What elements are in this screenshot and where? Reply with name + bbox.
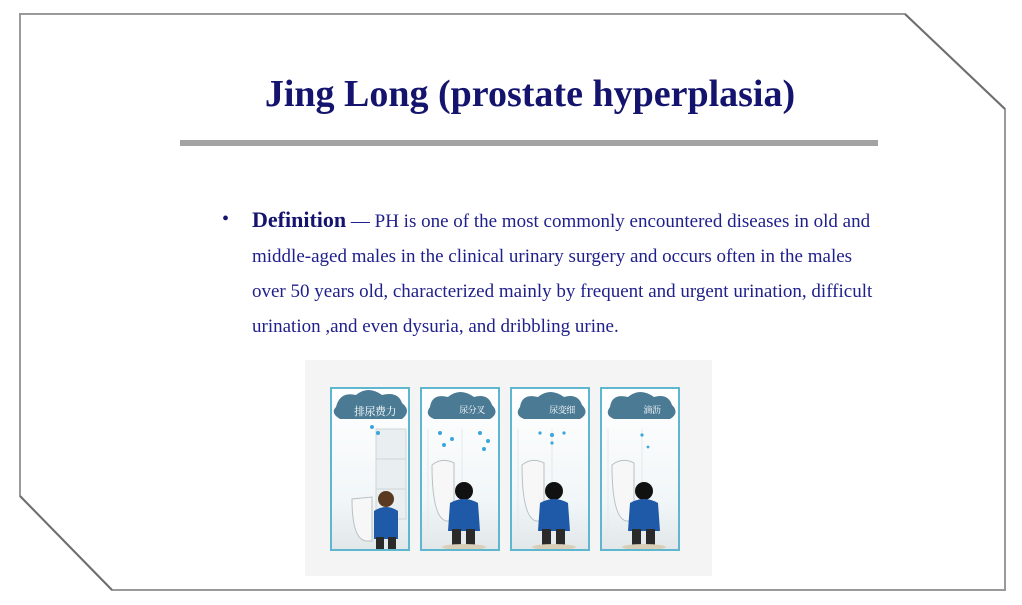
illustration-panel-4 xyxy=(600,387,680,551)
urination-illustration xyxy=(305,360,712,576)
bullet-marker: • xyxy=(222,208,230,230)
title-divider xyxy=(180,140,878,146)
definition-paragraph xyxy=(222,202,877,344)
panel-3-label: 尿变细 xyxy=(549,406,575,416)
slide-title: Jing Long (prostate hyperplasia) xyxy=(264,73,796,115)
illustration-panel-2 xyxy=(420,387,500,551)
definition-term: Definition xyxy=(252,207,347,232)
panel-2-label: 尿分叉 xyxy=(459,406,485,416)
definition-text: — PH is one of the most commonly encountered diseases in old and middle-aged males in the clinical urinary surgery and occurs often in the males over 50 years old, characterized mainly by frequent and urgent urination, difficult urination ,and even dysuria, and dribbling urine. xyxy=(252,211,873,337)
illustration-panel-3 xyxy=(510,387,590,551)
panel-1-label: 排尿费力 xyxy=(354,405,396,418)
illustration-panel-1 xyxy=(330,387,410,551)
panel-4-label: 滴沥 xyxy=(643,406,661,416)
